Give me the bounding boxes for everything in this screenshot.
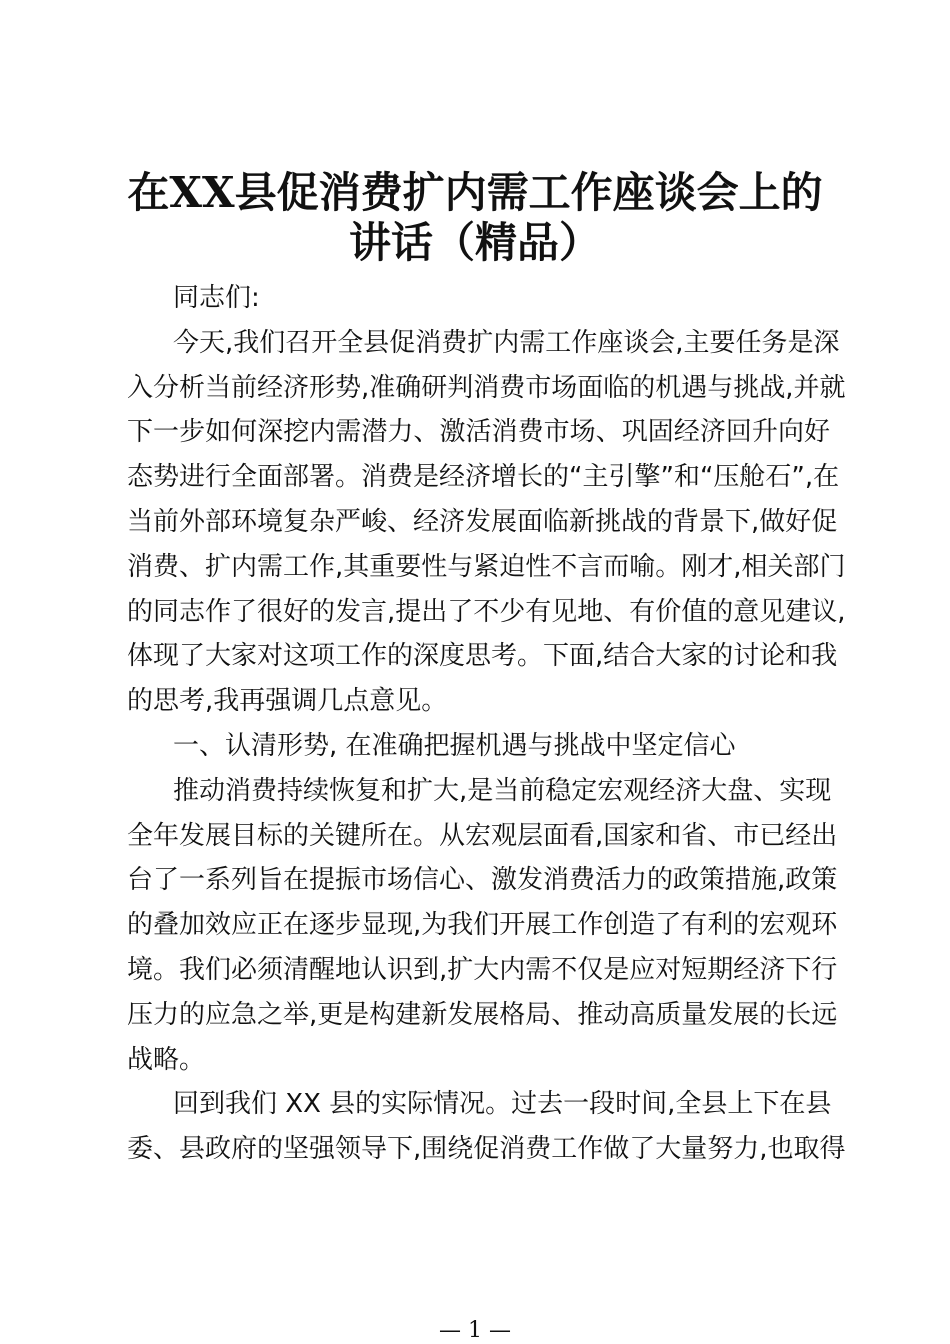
page-number: — 1 — <box>439 1318 511 1343</box>
paragraph-line: 战略。 <box>127 1044 206 1075</box>
paragraph <box>127 724 830 769</box>
paragraph-line: 委、县政府的坚强领导下,围绕促消费工作做了大量努力,也取得 <box>127 1134 846 1165</box>
paragraph-line: 体现了大家对这项工作的深度思考。下面,结合大家的讨论和我 <box>127 641 838 672</box>
paragraph-line: 压力的应急之举,更是构建新发展格局、推动高质量发展的长远 <box>127 999 838 1030</box>
paragraph-line: 回到我们 XX 县的实际情况。过去一段时间,全县上下在县 <box>173 1089 832 1120</box>
paragraph-line: 的叠加效应正在逐步显现,为我们开展工作创造了有利的宏观环 <box>127 910 838 941</box>
document-body <box>127 276 846 1172</box>
paragraph-line: 今天,我们召开全县促消费扩内需工作座谈会,主要任务是深 <box>173 327 840 358</box>
paragraph-line: 台了一系列旨在提振市场信心、激发消费活力的政策措施,政策 <box>127 865 838 896</box>
paragraph <box>127 276 830 321</box>
paragraph <box>127 321 846 724</box>
paragraph-line: 消费、扩内需工作,其重要性与紧迫性不言而喻。刚才,相关部门 <box>127 551 846 582</box>
paragraph <box>127 1082 846 1172</box>
document-title-line-1: 在XX县促消费扩内需工作座谈会上的 <box>127 168 823 217</box>
paragraph-line: 当前外部环境复杂严峻、经济发展面临新挑战的背景下,做好促 <box>127 506 838 537</box>
paragraph-line: 的同志作了很好的发言,提出了不少有见地、有价值的意见建议, <box>127 596 846 627</box>
paragraph-line: 同志们: <box>173 283 260 313</box>
paragraph-line: 一、认清形势, 在准确把握机遇与挑战中坚定信心 <box>173 730 736 761</box>
paragraph-line: 推动消费持续恢复和扩大,是当前稳定宏观经济大盘、实现 <box>173 775 832 806</box>
paragraph-line: 态势进行全面部署。消费是经济增长的“主引擎”和“压舱石”,在 <box>127 462 840 493</box>
paragraph <box>127 769 838 1083</box>
paragraph-line: 全年发展目标的关键所在。从宏观层面看,国家和省、市已经出 <box>127 820 838 851</box>
paragraph-line: 境。我们必须清醒地认识到,扩大内需不仅是应对短期经济下行 <box>127 954 838 985</box>
paragraph-line: 下一步如何深挖内需潜力、激活消费市场、巩固经济回升向好 <box>127 417 830 448</box>
paragraph-line: 入分析当前经济形势,准确研判消费市场面临的机遇与挑战,并就 <box>127 372 846 403</box>
document-title-line-2: 讲话（精品） <box>348 218 601 267</box>
paragraph-line: 的思考,我再强调几点意见。 <box>127 686 448 717</box>
